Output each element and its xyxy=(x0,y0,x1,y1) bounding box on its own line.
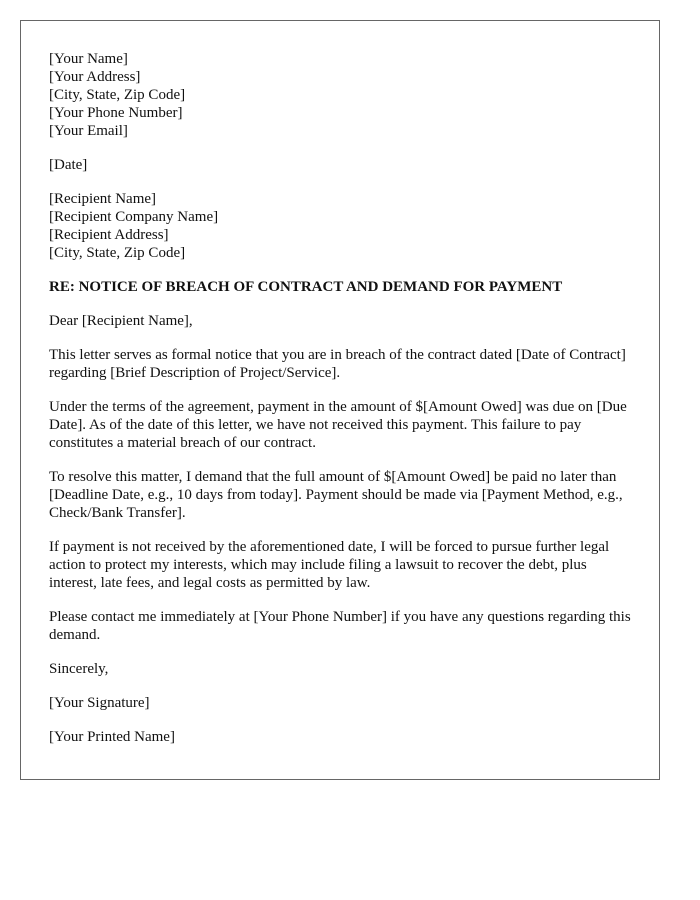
body-paragraph-contact: Please contact me immediately at [Your Phone Number] if you have any questions regarding this demand. xyxy=(49,609,631,643)
body-paragraph-terms: Under the terms of the agreement, payment in the amount of $[Amount Owed] was due on [Due Date]. As of the date of this letter, we have not received this payment. This failure to pay constitutes a material breach of our contract. xyxy=(49,399,627,451)
sender-phone: [Your Phone Number] xyxy=(49,105,183,121)
sender-email: [Your Email] xyxy=(49,123,128,139)
recipient-company: [Recipient Company Name] xyxy=(49,209,219,225)
body-paragraph-legal-action: If payment is not received by the aforementioned date, I will be forced to pursue further legal action to protect my interests, which may include filing a lawsuit to recover the debt, plus interest, late fees, and legal costs as permitted by law. xyxy=(49,539,610,591)
sender-address: [Your Address] xyxy=(49,69,141,85)
salutation: Dear [Recipient Name], xyxy=(49,313,193,329)
body-paragraph-demand: To resolve this matter, I demand that the full amount of $[Amount Owed] be paid no later than [Deadline Date, e.g., 10 days from today]. Payment should be made via [Payment Method, e.g., Check/Bank Transfer]. xyxy=(49,469,623,521)
recipient-block xyxy=(49,190,631,262)
recipient-name: [Recipient Name] xyxy=(49,191,157,207)
signature: [Your Signature] xyxy=(49,695,150,711)
printed-name: [Your Printed Name] xyxy=(49,729,175,745)
closing: Sincerely, xyxy=(49,661,109,677)
date-line: [Date] xyxy=(49,157,88,173)
sender-name: [Your Name] xyxy=(49,51,128,67)
recipient-address: [Recipient Address] xyxy=(49,227,169,243)
letter-page xyxy=(20,20,660,780)
body-paragraph-notice: This letter serves as formal notice that you are in breach of the contract dated [Date of Contract] regarding [Brief Description of Project/Service]. xyxy=(49,347,626,381)
recipient-city-state-zip: [City, State, Zip Code] xyxy=(49,245,186,261)
sender-city-state-zip: [City, State, Zip Code] xyxy=(49,87,186,103)
sender-block xyxy=(49,50,631,140)
subject-line: RE: NOTICE OF BREACH OF CONTRACT AND DEMAND FOR PAYMENT xyxy=(49,279,563,295)
